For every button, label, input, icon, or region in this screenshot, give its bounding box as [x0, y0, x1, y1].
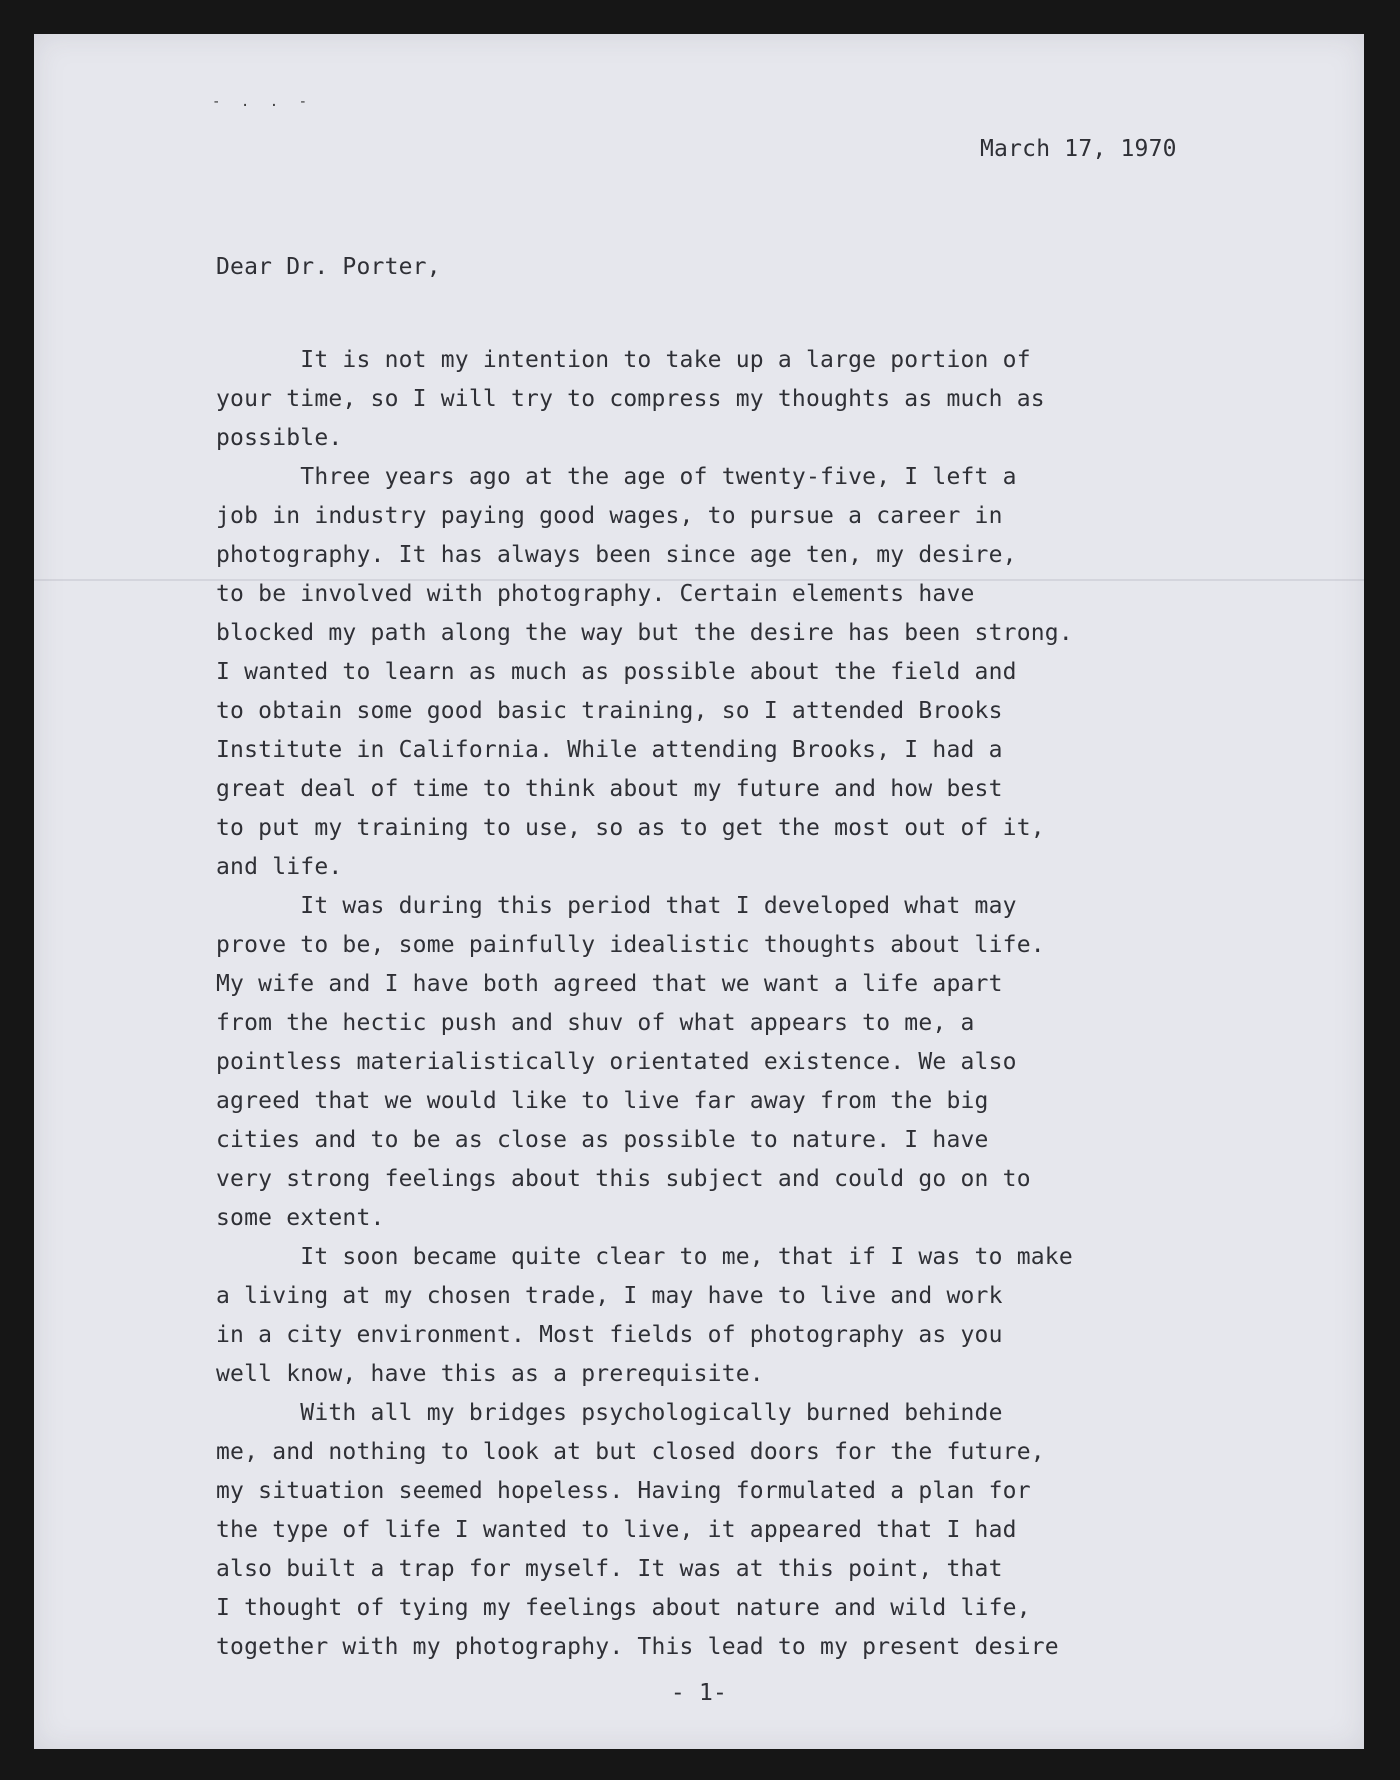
body-line: I wanted to learn as much as possible about the field and: [216, 659, 1017, 685]
letter-page: [34, 34, 1364, 1749]
body-line: also built a trap for myself. It was at this point, that: [216, 1556, 1003, 1582]
body-line: a living at my chosen trade, I may have to live and work: [216, 1283, 1003, 1309]
body-line: to put my training to use, so as to get the most out of it,: [216, 815, 1045, 841]
body-line: It is not my intention to take up a large portion of: [216, 347, 1031, 373]
body-line: from the hectic push and shuv of what appears to me, a: [216, 1010, 975, 1036]
typed-letter: [34, 34, 1364, 1749]
body-line: Institute in California. While attending Brooks, I had a: [216, 737, 1003, 763]
body-line: blocked my path along the way but the desire has been strong.: [216, 620, 1073, 646]
body-line: in a city environment. Most fields of photography as you: [216, 1322, 1003, 1348]
letter-date: March 17, 1970: [980, 136, 1177, 162]
body-line: some extent.: [216, 1205, 385, 1231]
body-line: prove to be, some painfully idealistic thoughts about life.: [216, 932, 1045, 958]
body-line: pointless materialistically orientated existence. We also: [216, 1049, 1017, 1075]
page-number: - 1-: [670, 1680, 728, 1706]
body-line: the type of life I wanted to live, it appeared that I had: [216, 1517, 1017, 1543]
top-marks: - . . -: [212, 94, 314, 110]
body-line: together with my photography. This lead to my present desire: [216, 1634, 1059, 1660]
body-line: well know, have this as a prerequisite.: [216, 1361, 764, 1387]
body-line: my situation seemed hopeless. Having formulated a plan for: [216, 1478, 1031, 1504]
body-line: With all my bridges psychologically burned behinde: [216, 1400, 1003, 1426]
body-line: I thought of tying my feelings about nature and wild life,: [216, 1595, 1031, 1621]
body-line: Three years ago at the age of twenty-five, I left a: [216, 464, 1017, 490]
body-line: your time, so I will try to compress my thoughts as much as: [216, 386, 1045, 412]
body-line: It soon became quite clear to me, that if I was to make: [216, 1244, 1073, 1270]
body-line: job in industry paying good wages, to pursue a career in: [216, 503, 1003, 529]
body-line: to obtain some good basic training, so I attended Brooks: [216, 698, 1003, 724]
body-line: possible.: [216, 425, 343, 451]
letter-body: [216, 341, 1256, 1667]
body-line: and life.: [216, 854, 343, 880]
body-line: great deal of time to think about my future and how best: [216, 776, 1003, 802]
salutation: Dear Dr. Porter,: [216, 254, 441, 280]
body-line: My wife and I have both agreed that we want a life apart: [216, 971, 1003, 997]
body-line: cities and to be as close as possible to nature. I have: [216, 1127, 989, 1153]
body-line: to be involved with photography. Certain elements have: [216, 581, 975, 607]
body-line: me, and nothing to look at but closed doors for the future,: [216, 1439, 1045, 1465]
body-line: agreed that we would like to live far away from the big: [216, 1088, 989, 1114]
body-line: very strong feelings about this subject and could go on to: [216, 1166, 1031, 1192]
body-line: photography. It has always been since age ten, my desire,: [216, 542, 1017, 568]
body-line: It was during this period that I developed what may: [216, 893, 1017, 919]
